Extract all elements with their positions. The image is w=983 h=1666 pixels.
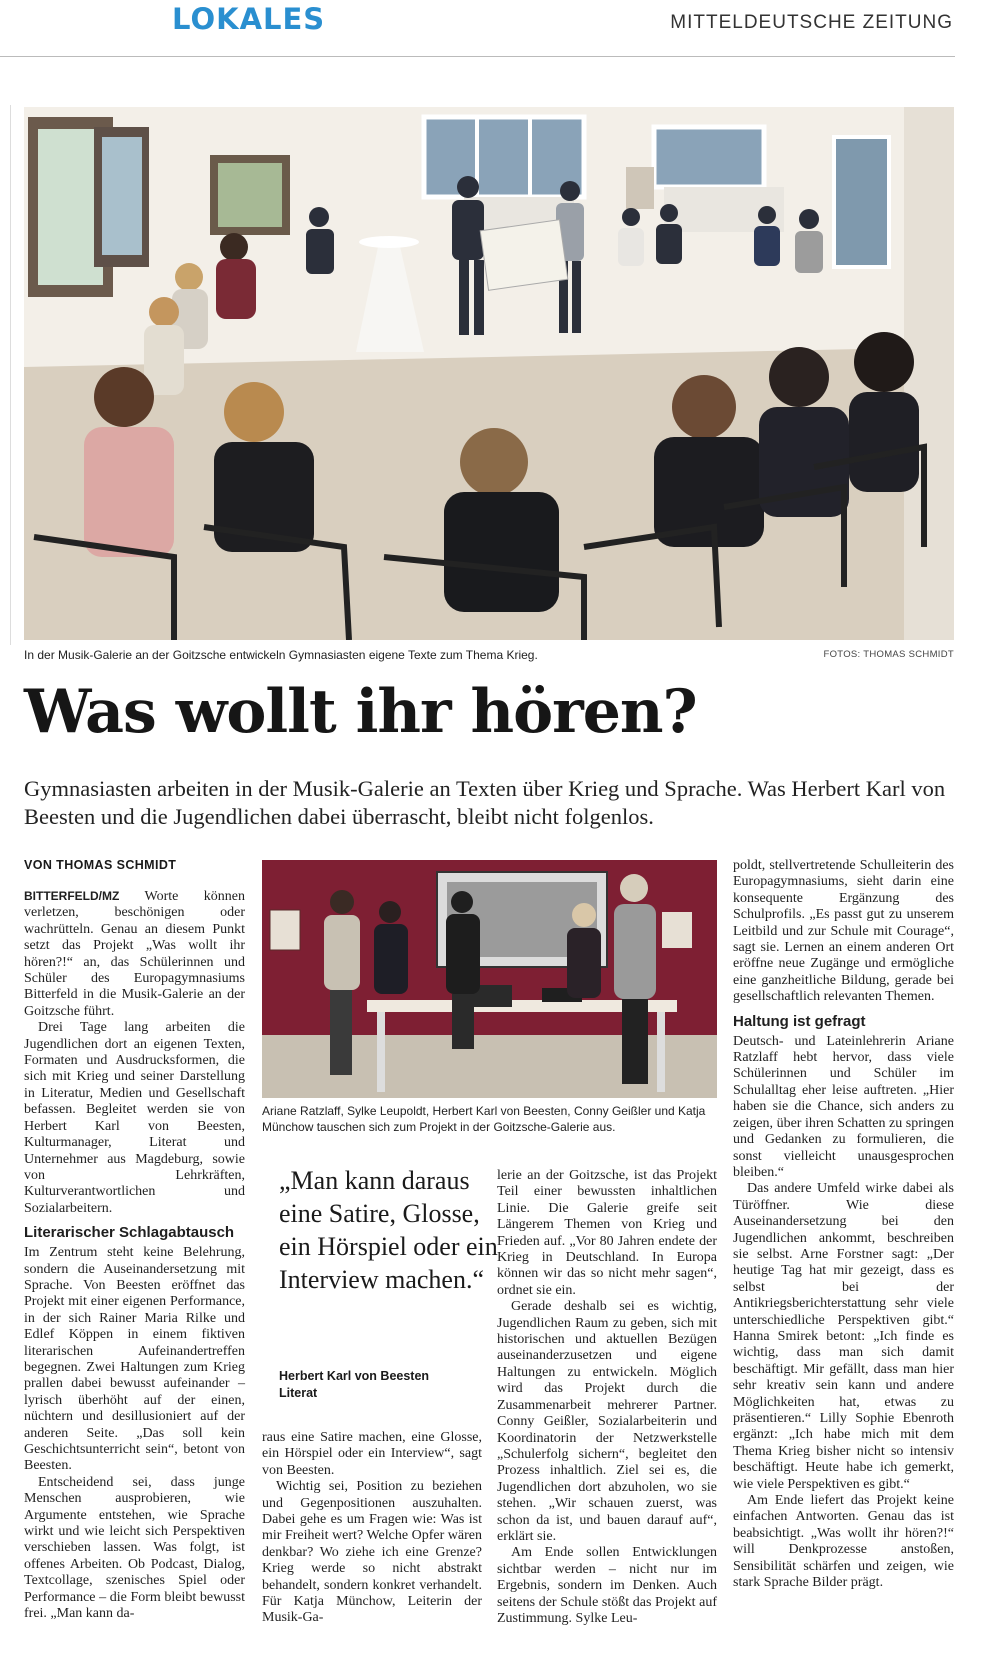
article-paragraph: Wichtig sei, Position zu beziehen und Gegenpositionen auszuhalten. Dabei gehe es um Fragen wie: Was ist mir Freiheit wert? Welche Opfer wären denkbar? Wo ziehe ich eine Grenze? Krieg werde so nicht abstrakt behandelt, sondern konkret verhandelt. Für Katja Münchow, Leiterin der Musik-Ga- xyxy=(262,1479,482,1626)
main-photo xyxy=(24,107,954,640)
subhead-haltung-ist-gefragt: Haltung ist gefragt xyxy=(733,1012,866,1030)
pull-quote: „Man kann daraus eine Satire, Glosse, ein Hörspiel oder ein Interview machen.“ xyxy=(279,1166,498,1294)
dateline: BITTERFELD/MZ xyxy=(24,889,120,903)
pull-quote-source xyxy=(279,1368,429,1402)
subhead-literarischer-schlagabtausch: Literarischer Schlagabtausch xyxy=(24,1224,235,1242)
article-paragraph: Drei Tage lang arbeiten die Jugendlichen dort an eigenen Texten, Formaten und Ausdrucksformen, die sich mit Krieg und seiner Darstellung in Literatur, Medien und Gesellschaft befassen. Begleitet werden sie von Herbert Karl von Beesten, Kulturmanager, Literat und Unternehmer aus Magdeburg, sowie von Lehrkräften, Kulturverantwortlichen und Sozialarbeitern. xyxy=(24,1020,245,1216)
margin-line xyxy=(10,105,11,645)
article-paragraph: BITTERFELD/MZ Worte können verletzen, beschönigen oder wachrütteln. Genau an diesem Punkt setzt das Projekt „Was wollt ihr hören?!“ an, das Schülerinnen und Schüler des Europagymnasiums Bitterfeld in die Musik-Galerie an der Goitzsche führt. xyxy=(24,889,245,1019)
article-paragraph: Deutsch- und Lateinlehrerin Ariane Ratzlaff hebt hervor, dass viele Schülerinnen und Schüler im Schulalltag eher leise auftreten. „Hier haben sie die Chance, sich anders zu zeigen, über ihren Schatten zu springen und Gedanken zu formulieren, die sonst vielleicht unausgesprochen bleiben.“ xyxy=(733,1033,954,1180)
main-photo-caption: In der Musik-Galerie an der Goitzsche entwickeln Gymnasiasten eigene Texte zum Thema Krieg. xyxy=(24,648,538,662)
article-paragraph: Am Ende sollen Entwicklungen sichtbar werden – nicht nur im Ergebnis, sondern im Denken. Auch seitens der Schule stößt das Projekt auf Zustimmung. Sylke Leu- xyxy=(497,1545,717,1626)
second-photo xyxy=(262,860,717,1098)
article-column-2 xyxy=(262,1430,482,1627)
article-column-3 xyxy=(497,1168,717,1627)
byline: VON THOMAS SCHMIDT xyxy=(24,858,177,872)
pull-quote-role: Literat xyxy=(279,1386,318,1400)
section-title: LOKALES xyxy=(172,2,326,36)
article-paragraph: poldt, stellvertretende Schulleiterin des Europagymnasiums, sieht darin eine konsequente Ergänzung des Schulprofils. „Es passt gut zu unserem Leitbild und zur Schule mit Courage“, sagt sie. Lernen an einem anderen Ort eröffne neue Zugänge und ermögliche eine ganzheitliche Bildung, gerade bei gesellschaftlich relevanten Themen. xyxy=(733,858,954,1005)
article-paragraph: Im Zentrum steht keine Belehrung, sondern die Auseinandersetzung mit Sprache. Von Beesten eröffnet das Projekt mit einer eigenen Performance, in der sich Rainer Maria Rilke und Edlef Köppen in einem fiktiven literarischen Aufeinandertreffen begegnen. Zwei Haltungen zum Krieg prallen dabei bewusst aufeinander – lyrisch überhöht auf der einen, nüchtern und desillusioniert auf der anderen Seite. „Das soll kein Geschichtsunterricht sein“, betont von Beesten. xyxy=(24,1245,245,1474)
deck: Gymnasiasten arbeiten in der Musik-Galerie an Texten über Krieg und Sprache. Was Herbert Karl von Beesten und die Jugendlichen dabei überrascht, bleibt nicht folgenlos. xyxy=(24,776,946,829)
header-divider xyxy=(0,56,955,57)
article-paragraph: Gerade deshalb sei es wichtig, Jugendlichen Raum zu geben, sich mit historischen und aktuellen Bezügen auseinanderzusetzen und eigene Haltungen zu entwickeln. Möglich wird das Projekt durch die Zusammenarbeit mehrerer Partner. Conny Geißler, Sozialarbeiterin und Koordinatorin der Netzwerkstelle „Schulerfolg sichern“, begleitet den Prozess inhaltlich. Ziel sei es, die Jugendlichen dort abzuholen, wo sie stehen. „Wir schauen zuerst, was schon da ist, und bauen darauf auf“, erklärt sie. xyxy=(497,1299,717,1544)
pull-quote-name: Herbert Karl von Beesten xyxy=(279,1369,430,1383)
second-photo-caption: Ariane Ratzlaff, Sylke Leupoldt, Herbert Karl von Beesten, Conny Geißler und Katja Münchow tauschen sich zum Projekt in der Goitzsche-Galerie aus. xyxy=(262,1104,706,1134)
article-paragraph: Am Ende liefert das Projekt keine einfachen Antworten. Genau das ist beabsichtigt. „Was wollt ihr hören?!“ will Denkprozesse anstoßen, Sensibilität schärfen und zeigen, wie stark Sprache Bilder prägt. xyxy=(733,1493,954,1591)
article-column-4 xyxy=(733,858,954,1591)
photo-credit: FOTOS: THOMAS SCHMIDT xyxy=(823,649,954,660)
article-paragraph: lerie an der Goitzsche, ist das Projekt Teil einer bewussten inhaltlichen Linie. Die Galerie greife seit Längerem Themen von Krieg und Frieden auf. „Vor 80 Jahren endete der Krieg in Deutschland. In Europa können wir das so nicht mehr sagen“, ordnet sie ein. xyxy=(497,1168,717,1298)
article-paragraph: Das andere Umfeld wirke dabei als Türöffner. Wie diese Auseinandersetzung bei den Jugendlichen ankommt, beschreiben sie selbst. Arne Forstner sagt: „Der heutige Tag hat mir gezeigt, dass es selbst bei der Antikriegsberichterstattung sehr viele unterschiedliche Perspektiven gibt.“ Hanna Smirek betont: „Ich finde es wichtig, dass man sich damit beschäftigt. Mir gefällt, dass man hier sehr kreativ sein kann und andere Möglichkeiten hat, etwas zu präsentieren.“ Lilly Sophie Ebenroth ergänzt: „Ich habe mich mit dem Thema Krieg bisher nicht so intensiv beschäftigt. Heute habe ich gemerkt, wie viele Perspektiven es gibt.“ xyxy=(733,1181,954,1492)
newspaper-name: MITTELDEUTSCHE ZEITUNG xyxy=(670,12,953,33)
article-column-1 xyxy=(24,888,245,1622)
headline: Was wollt ihr hören? xyxy=(24,677,697,747)
article-paragraph: raus eine Satire machen, eine Glosse, ein Hörspiel oder ein Interview“, sagt von Beesten. xyxy=(262,1430,482,1478)
article-paragraph: Entscheidend sei, dass junge Menschen ausprobieren, wie Argumente entstehen, wie Sprache wirkt und wie leicht sich Perspektiven verschieben lassen. Was folgt, ist offenes Arbeiten. Ob Podcast, Dialog, Textcollage, szenisches Spiel oder Performance – die Form bleibt bewusst frei. „Man kann da- xyxy=(24,1474,245,1622)
